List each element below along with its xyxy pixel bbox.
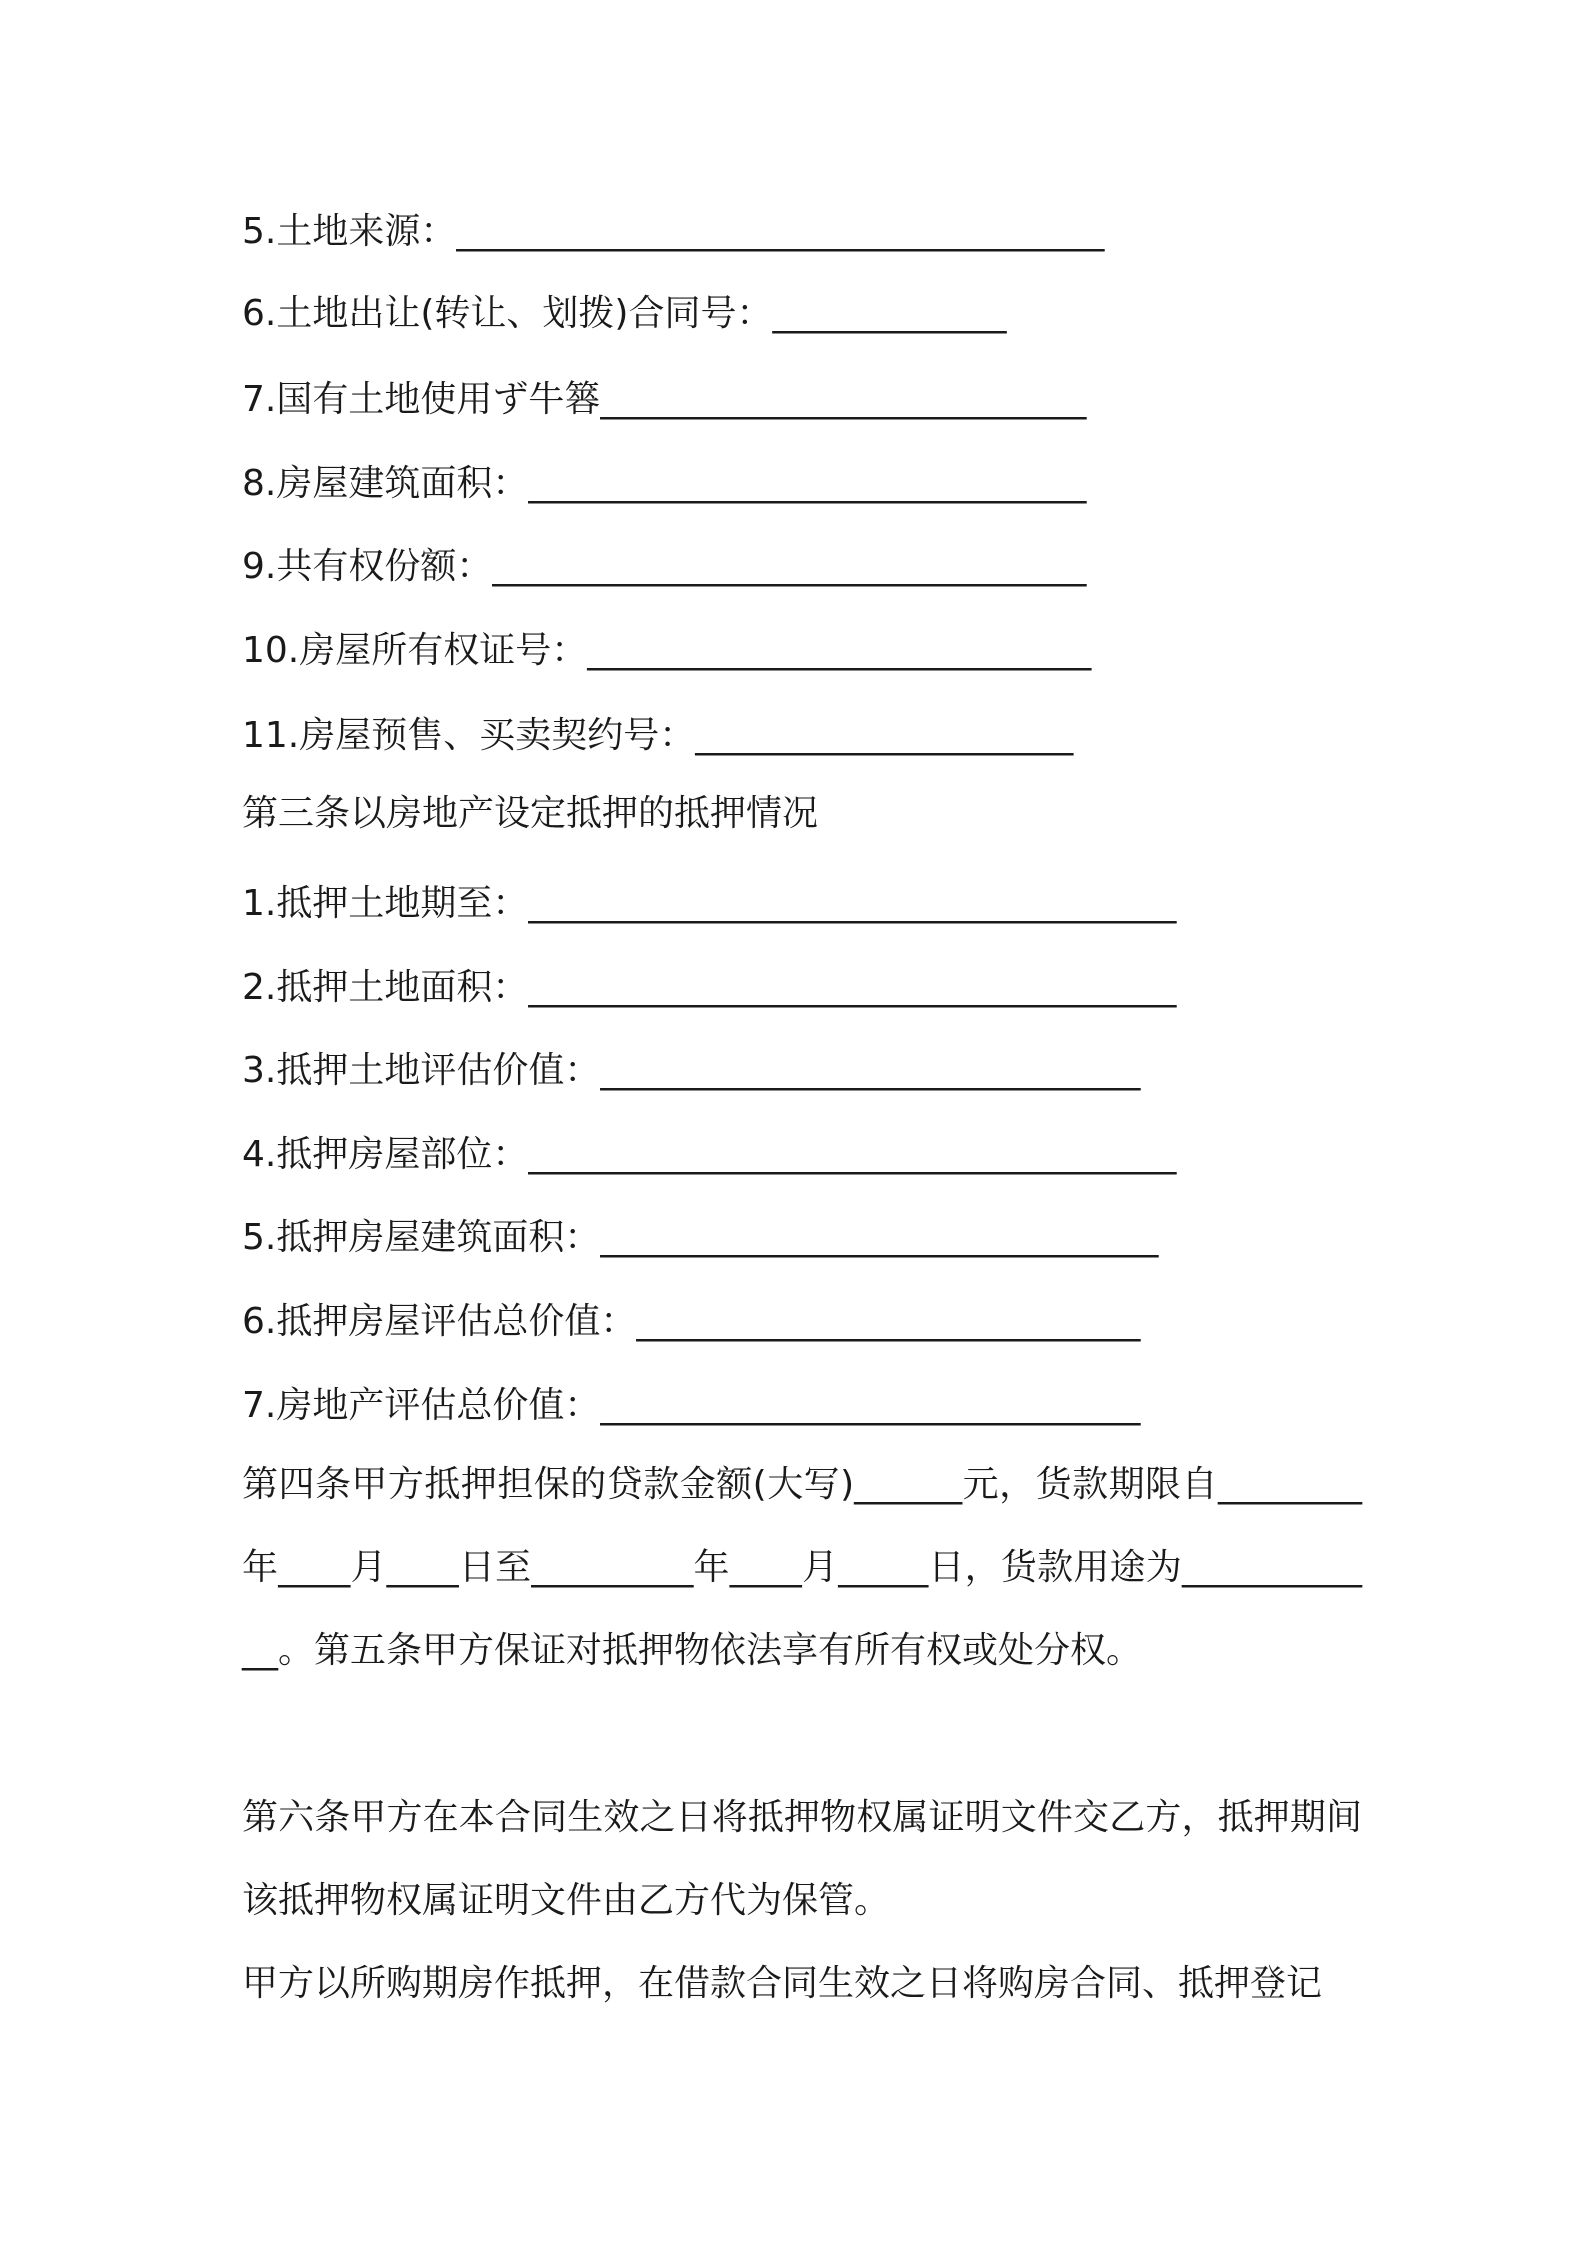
field-real-estate-value: 7.房地产评估总价值：______________________________ (242, 1385, 1141, 1426)
article-six-paragraph: 第六条甲方在本合同生效之日将抵押物权属证明文件交乙方，抵押期间该抵押物权属证明文件由乙方代为保管。 (242, 1797, 1362, 1921)
field-mortgage-land-value: 3.抵押土地评估价值：______________________________ (242, 1050, 1141, 1091)
field-mortgage-house-area: 5.抵押房屋建筑面积：_______________________________ (242, 1217, 1159, 1258)
field-building-area: 8.房屋建筑面积：_______________________________ (242, 463, 1087, 504)
forward-housing-paragraph: 甲方以所购期房作抵押，在借款合同生效之日将购房合同、抵押登记 (242, 1963, 1323, 2004)
article-three-heading: 第三条以房地产设定抵押的抵押情况 (242, 793, 819, 834)
field-mortgage-land-term: 1.抵押土地期至：____________________________________ (242, 883, 1177, 924)
field-land-source: 5.土地来源：____________________________________ (242, 211, 1105, 252)
field-house-ownership-cert-no: 10.房屋所有权证号：____________________________ (242, 630, 1092, 671)
field-land-transfer-contract-no: 6.土地出让(转让、划拨)合同号：_____________ (242, 293, 1007, 334)
article-four-paragraph: 第四条甲方抵押担保的贷款金额(大写)______元，货款期限自________年____月____日至_________年____月_____日，货款用途为____________。第五条甲方保证对抵押物依法享有所有权或处分权。 (242, 1464, 1362, 1671)
field-presale-contract-no: 11.房屋预售、买卖契约号：_____________________ (242, 715, 1074, 756)
field-mortgage-house-value: 6.抵押房屋评估总价值：____________________________ (242, 1301, 1141, 1342)
field-mortgage-house-location: 4.抵押房屋部位：____________________________________ (242, 1134, 1177, 1175)
field-land-use: 7.国有土地使用ず牛簭___________________________ (242, 379, 1087, 420)
field-mortgage-land-area: 2.抵押土地面积：____________________________________ (242, 967, 1177, 1008)
field-co-ownership-share: 9.共有权份额：_________________________________ (242, 546, 1087, 587)
